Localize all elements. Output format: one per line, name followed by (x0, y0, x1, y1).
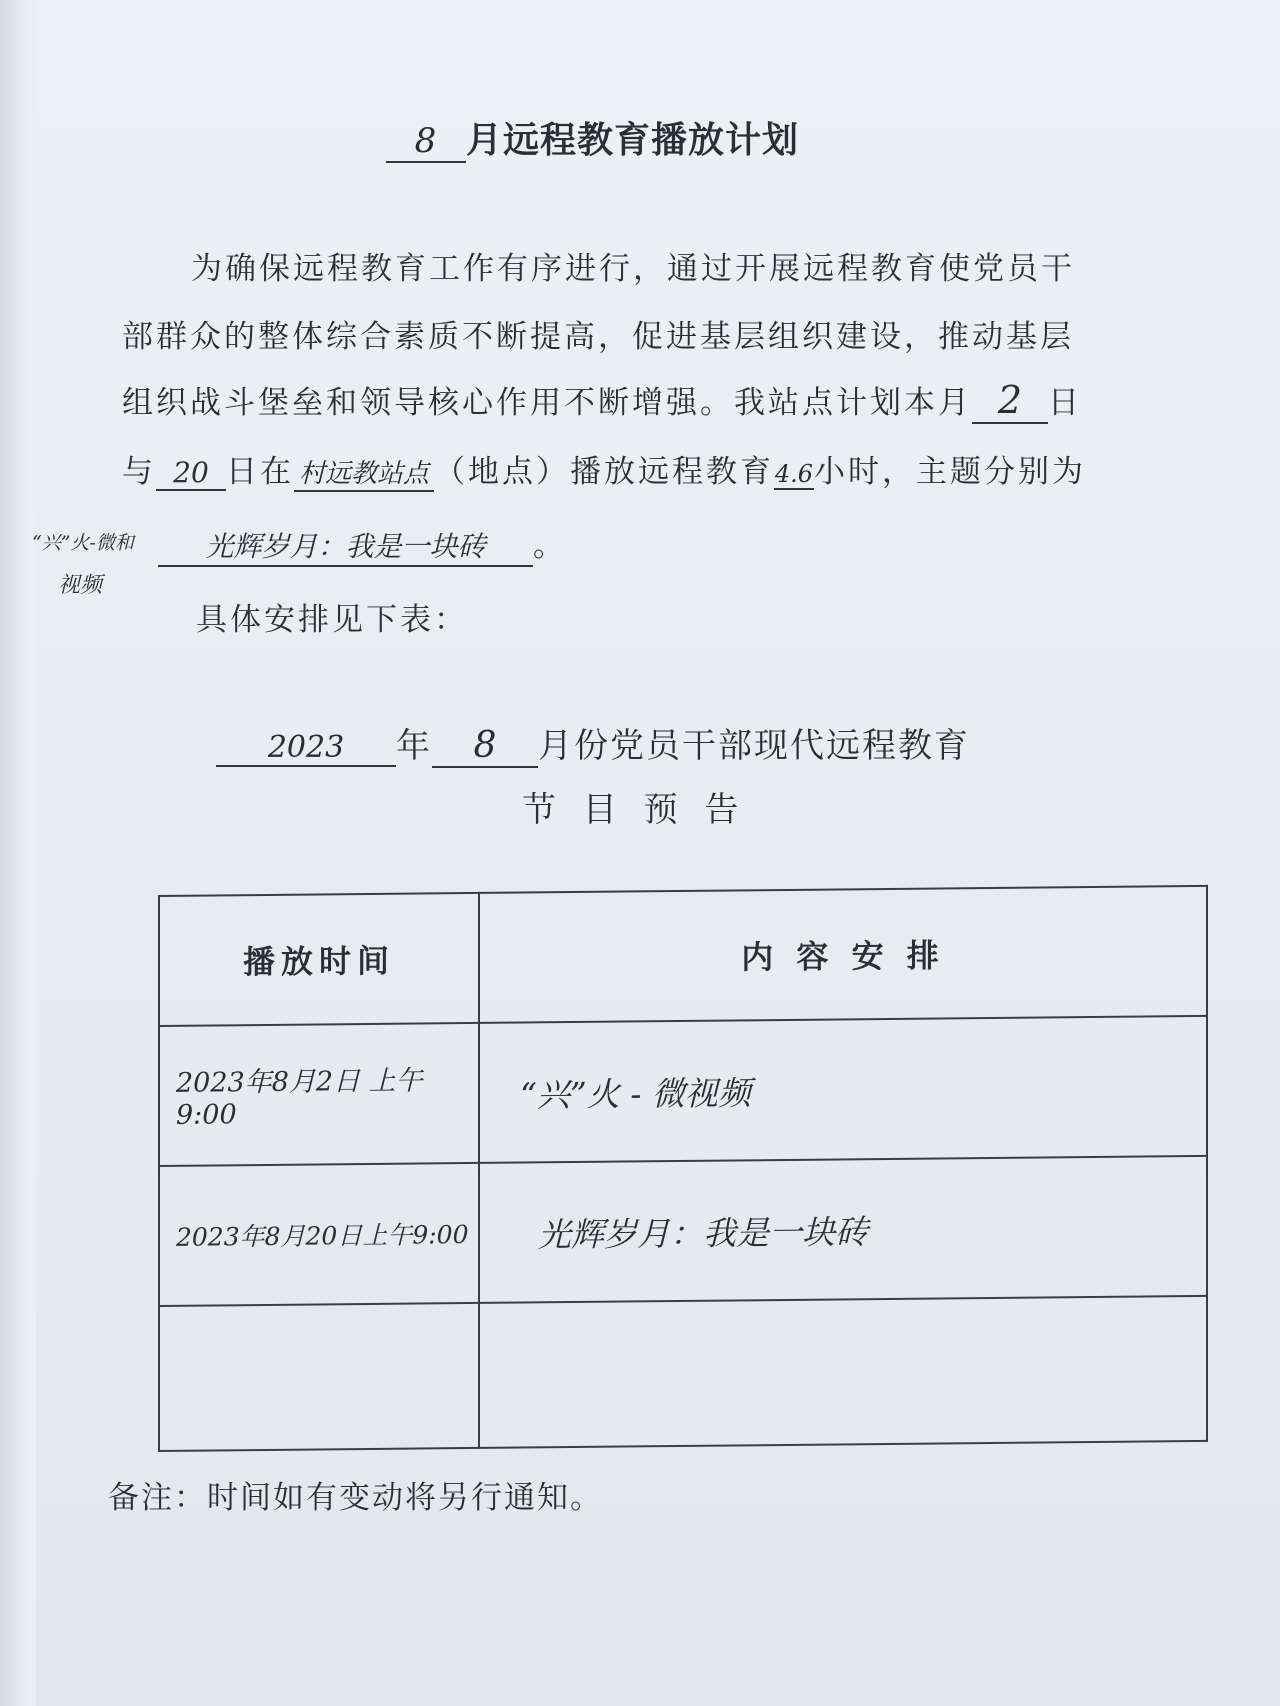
program-year-suffix: 年 (396, 726, 432, 766)
schedule-table (158, 885, 1208, 1452)
table-row (159, 1156, 1207, 1306)
margin-note-2: 视频 (58, 573, 103, 598)
page-title (386, 112, 799, 163)
line5-end: 。 (533, 528, 567, 564)
line4-d: 小时，主题分别为 (814, 454, 1086, 490)
program-subtitle: 节 目 预 告 (522, 790, 747, 830)
row-2-time: 2023年8月20日上午9:00 (159, 1163, 479, 1306)
program-year-fill: 2023 (216, 730, 396, 767)
day2-fill: 20 (156, 456, 226, 491)
row-3-content (479, 1296, 1207, 1448)
table-header-row (159, 886, 1207, 1026)
footnote: 备注：时间如有变动将另行通知。 (108, 1480, 603, 1516)
paragraph-line-1: 为确保远程教育工作有序进行，通过开展远程教育使党员干 (191, 251, 1075, 287)
row-2-content: 光辉岁月：我是一块砖 (479, 1156, 1207, 1303)
paragraph-line-5 (158, 520, 567, 567)
day1-fill: 2 (972, 378, 1048, 424)
line4-c: （地点）播放远程教育 (434, 454, 774, 490)
document-page (32, 0, 1280, 1706)
hours-fill: 4.6 (774, 460, 814, 488)
paragraph-line-4 (122, 446, 1086, 492)
line3-end: 日 (1048, 385, 1082, 421)
program-month-fill: 8 (432, 725, 538, 768)
line3-text: 组织战斗堡垒和领导核心作用不断增强。我站点计划本月 (122, 385, 972, 421)
table-row (159, 1296, 1207, 1451)
line4-b: 日在 (226, 454, 294, 490)
row-1-time: 2023年8月2日 上午9:00 (159, 1023, 479, 1166)
themes-fill: 光辉岁月：我是一块砖 (158, 525, 533, 567)
paragraph-line-3 (122, 377, 1082, 424)
title-month-fill: 8 (386, 121, 466, 163)
table-row (159, 1016, 1207, 1166)
header-content: 内 容 安 排 (479, 886, 1207, 1023)
title-text: 月远程教育播放计划 (466, 120, 800, 161)
row-3-time (159, 1303, 479, 1451)
line4-a: 与 (122, 454, 156, 490)
paragraph-line-2: 部群众的整体综合素质不断提高，促进基层组织建设，推动基层 (122, 319, 1074, 355)
program-title (216, 718, 970, 768)
location-fill: 村远教站点 (294, 453, 434, 492)
row-1-content: “兴”火 - 微视频 (479, 1016, 1207, 1163)
arrange-note: 具体安排见下表： (196, 602, 468, 638)
margin-note-1: “兴”火-微和 (32, 532, 134, 554)
program-title-rest: 月份党员干部现代远程教育 (538, 726, 970, 766)
header-time: 播放时间 (159, 893, 479, 1026)
